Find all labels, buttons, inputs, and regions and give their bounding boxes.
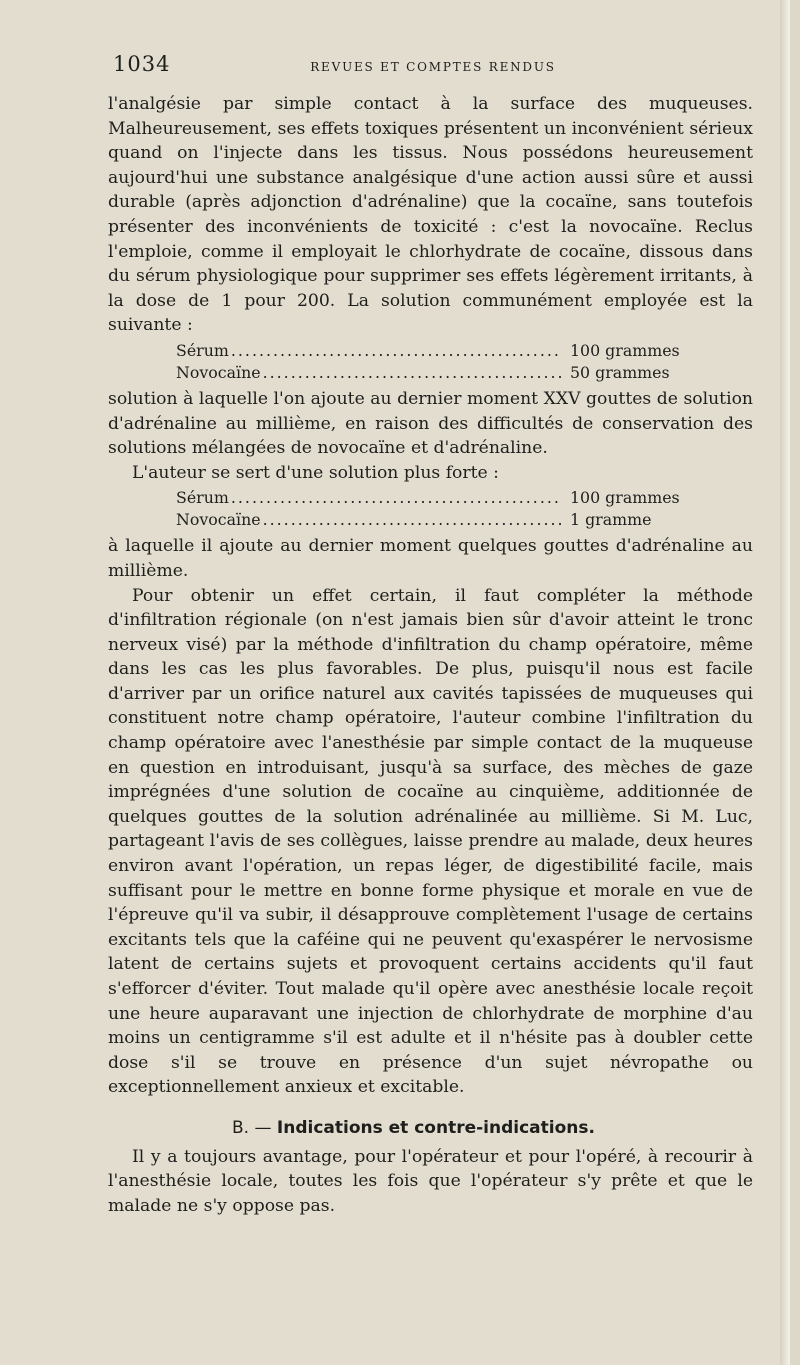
formula-ingredient: Sérum xyxy=(176,340,229,360)
running-head: REVUES ET COMPTES RENDUS xyxy=(310,60,556,74)
formula-table xyxy=(176,340,688,384)
paragraph: L'auteur se sert d'une solution plus forte : xyxy=(132,462,499,483)
formula-quantity: 100 grammes xyxy=(570,488,680,508)
page-edge xyxy=(780,0,790,1365)
formula-ingredient: Novocaïne xyxy=(176,510,261,530)
leader-dots xyxy=(263,362,562,384)
paragraph: Il y a toujours avantage, pour l'opérateur et pour l'opéré, à recourir à l'anesthésie locale, toutes les fois que l'opérateur s'y prête et que le malade ne s'y oppose pas. xyxy=(108,1146,753,1216)
section-heading xyxy=(108,1116,753,1141)
formula-ingredient: Novocaïne xyxy=(176,362,261,382)
section-title: Indications et contre-indications. xyxy=(276,1117,595,1138)
article-body xyxy=(108,92,753,1218)
formula-row xyxy=(176,340,688,362)
formula-table xyxy=(176,487,688,531)
section-label: B. — xyxy=(232,1117,272,1138)
formula-row xyxy=(176,509,688,531)
leader-dots xyxy=(263,509,562,531)
formula-quantity: 100 grammes xyxy=(570,340,680,360)
formula-ingredient: Sérum xyxy=(176,488,229,508)
paragraph: à laquelle il ajoute au dernier moment quelques gouttes d'adrénaline au millième. xyxy=(108,536,753,581)
formula-row xyxy=(176,487,688,509)
leader-dots xyxy=(231,340,562,362)
paragraph: Pour obtenir un effet certain, il faut compléter la méthode d'infiltration régionale (on n'est jamais bien sûr d'avoir atteint le tronc nerveux visé) par la méthode d'infiltration du champ opératoire, même dans les cas les plus favorables. De plus, puisqu'il nous est facile d'arriver par un orifice naturel aux cavités tapissées de muqueuses qui constituent notre champ opératoire, l'auteur combine l'infiltration du champ opératoire avec l'anesthésie par simple contact de la muqueuse en question en introduisant, jusqu'à sa surface, des mèches de gaze imprégnées d'une solution de cocaïne au cinquième, additionnée de quelques gouttes de la solution adrénalinée au millième. Si M. Luc, partageant l'avis de ses collègues, laisse prendre au malade, deux heures environ avant l'opération, un repas léger, de digestibilité facile, mais suffisant pour le mettre en bonne forme physique et morale en vue de l'épreuve qu'il va subir, il désapprouve complètement l'usage de certains excitants tels que la caféine qui ne peuvent qu'exaspérer le nervosisme latent de certains sujets et provoquent certains accidents qu'il faut s'efforcer d'éviter. Tout malade qu'il opère avec anesthésie locale reçoit une heure auparavant une injection de chlorhydrate de morphine d'au moins un centigramme s'il est adulte et il n'hésite pas à doubler cette dose s'il se trouve en présence d'un sujet névropathe ou exceptionnellement anxieux et excitable. xyxy=(108,585,753,1098)
page-number: 1034 xyxy=(113,52,171,76)
paragraph: solution à laquelle l'on ajoute au dernier moment XXV gouttes de solution d'adrénaline au millième, en raison des difficultés de conservation des solutions mélangées de novocaïne et d'adrénaline. xyxy=(108,388,753,459)
page-header xyxy=(113,52,753,82)
formula-quantity: 50 grammes xyxy=(570,362,670,382)
formula-row xyxy=(176,362,688,384)
formula-quantity: 1 gramme xyxy=(570,510,652,530)
leader-dots xyxy=(231,487,562,509)
paragraph: l'analgésie par simple contact à la surface des muqueuses. Malheureusement, ses effets toxiques présentent un inconvénient sérieux quand on l'injecte dans les tissus. Nous possédons heureusement aujourd'hui une substance analgésique d'une action aussi sûre et aussi durable (après adjonction d'adrénaline) que la cocaïne, sans toutefois présenter des inconvénients de toxicité : c'est la novocaïne. Reclus l'emploie, comme il employait le chlorhydrate de cocaïne, dissous dans du sérum physiologique pour supprimer ses effets légèrement irritants, à la dose de 1 pour 200. La solution communément employée est la suivante : xyxy=(108,94,753,336)
